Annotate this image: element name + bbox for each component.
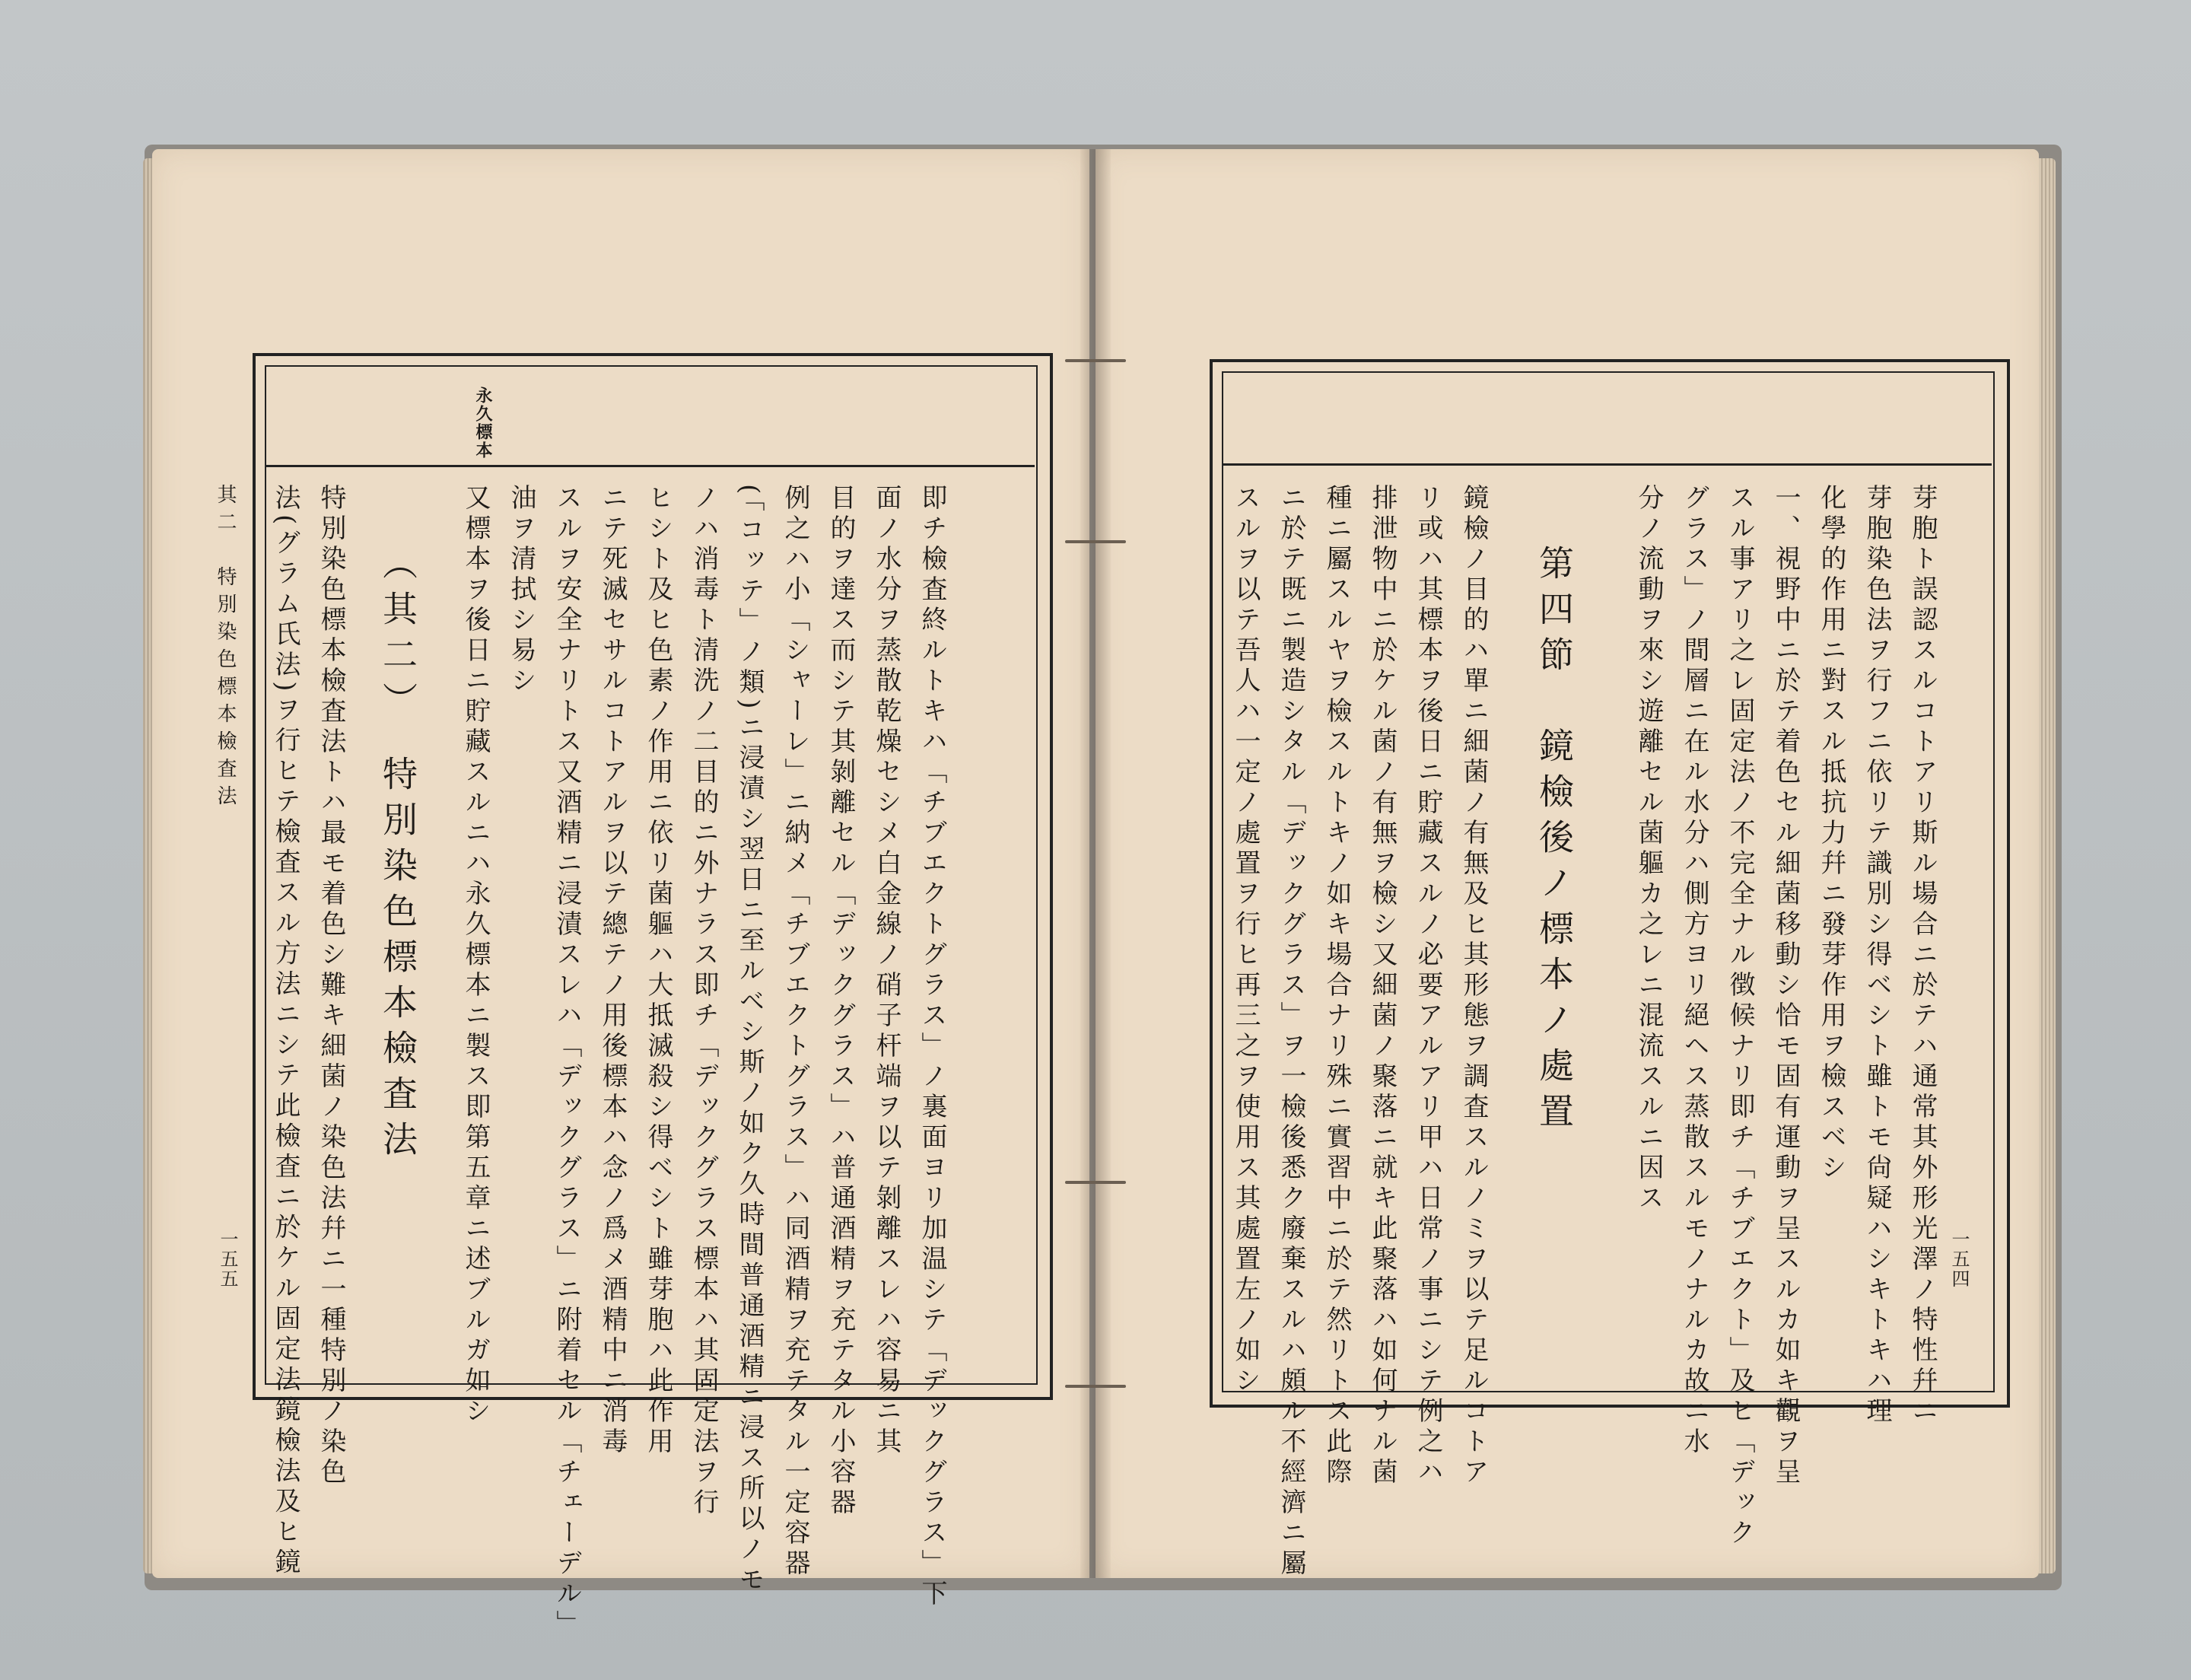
binding-stitch: [1065, 1385, 1126, 1388]
left-section-heading: （其二） 特別染色標本檢査法: [377, 545, 418, 1166]
right-section-heading: 第四節 鏡檢後ノ標本ノ處置: [1534, 545, 1575, 1138]
right-text-column: 分ノ流動ヲ來シ遊離セル菌軀カ之レニ混流スルニ因ス: [1633, 484, 1664, 1214]
left-text-column: (「コッテ」ノ類)ニ浸漬シ翌日ニ至ルベシ斯ノ如ク久時間普通酒精ニ浸ス所以ノモ: [734, 484, 765, 1596]
binding-stitch: [1065, 359, 1126, 362]
right-text-column: 種ニ屬スルヤヲ檢スルトキノ如キ場合ナリ殊ニ實習中ニ於テ然リトス此際: [1321, 484, 1352, 1488]
left-page: [152, 149, 1089, 1640]
right-text-column: 芽胞染色法ヲ行フニ依リテ識別シ得ベシト雖トモ尙疑ハシキトキハ理: [1862, 484, 1892, 1427]
right-text-column: スル事アリ之レ固定法ノ不完全ナル徴候ナリ即チ「チブエクト」及ヒ「デック: [1725, 484, 1755, 1549]
left-running-head: 其二 特別染色標本檢査法: [214, 484, 237, 813]
left-text-column: 面ノ水分ヲ蒸散乾燥セシメ白金線ノ硝子杆端ヲ以テ剝離スレハ容易ニ其: [871, 484, 902, 1458]
left-text-column: 油ヲ清拭シ易シ: [506, 484, 536, 697]
left-text-column: 例之ハ小「シャーレ」ニ納メ「チブエクトグラス」ハ同酒精ヲ充テタル一定容器: [780, 484, 810, 1580]
left-text-column: 法(グラム氏法)ヲ行ヒテ檢査スル方法ニシテ此檢査ニ於ケル固定法鏡檢法及ヒ鏡: [270, 484, 301, 1579]
left-text-column: スルヲ安全ナリトス又酒精ニ浸漬スレハ「デックグラス」ニ附着セル「チェーデル」: [552, 484, 582, 1640]
left-text-column: ニテ死滅セサルコトアルヲ以テ總テノ用後標本ハ念ノ爲メ酒精中ニ消毒: [597, 484, 628, 1458]
right-text-column: ニ於テ既ニ製造シタル「デックグラス」ヲ一檢後悉ク廢棄スルハ頗ル不經濟ニ屬: [1276, 484, 1306, 1580]
right-text-column: グラス」ノ間層ニ在ル水分ハ側方ヨリ絕ヘス蒸散スルモノナルカ故ニ水: [1679, 484, 1709, 1458]
left-text-column: 特別染色標本檢査法トハ最モ着色シ難キ細菌ノ染色法幷ニ一種特別ノ染色: [316, 484, 346, 1488]
right-text-column: 鏡檢ノ目的ハ單ニ細菌ノ有無及ヒ其形態ヲ調査スルノミヲ以テ足ルコトア: [1458, 484, 1489, 1488]
left-folio: 一五五: [217, 1230, 238, 1289]
left-text-column: 目的ヲ達ス而シテ其剝離セル「デックグラス」ハ普通酒精ヲ充テタル小容器: [825, 484, 856, 1519]
book-gutter: [1080, 149, 1111, 1578]
right-text-column: 排泄物中ニ於ケル菌ノ有無ヲ檢シ又細菌ノ聚落ニ就キ此聚落ハ如何ナル菌: [1367, 484, 1398, 1488]
right-text-column: 一、視野中ニ於テ着色セル細菌移動シ恰モ固有運動ヲ呈スルカ如キ觀ヲ呈: [1770, 484, 1801, 1488]
left-header-rule: [266, 465, 1035, 467]
right-text-column: 芽胞ト誤認スルコトアリ斯ル場合ニ於テハ通常其外形光澤ノ特性幷ニ: [1907, 484, 1938, 1427]
right-text-column: リ或ハ其標本ヲ後日ニ貯藏スルノ必要アルアリ甲ハ日常ノ事ニシテ例之ハ: [1413, 484, 1443, 1488]
right-folio: 一五四: [1948, 1230, 1970, 1289]
binding-stitch: [1065, 540, 1126, 543]
left-text-column: ヒシト及ヒ色素ノ作用ニ依リ菌軀ハ大抵滅殺シ得ベシト雖芽胞ハ此作用: [643, 484, 673, 1458]
right-header-rule: [1223, 463, 1992, 466]
left-text-column: 即チ檢査終ルトキハ「チブエクトグラス」ノ裏面ヨリ加温シテ「デックグラス」下: [917, 484, 947, 1610]
right-page: [1096, 149, 2039, 1578]
right-text-column: スルヲ以テ吾人ハ一定ノ處置ヲ行ヒ再三之ヲ使用ス其處置左ノ如シ: [1230, 484, 1261, 1397]
left-text-column: ノハ消毒ト清洗ノ二目的ニ外ナラス即チ「デックグラス標本ハ其固定法ヲ行: [688, 484, 719, 1519]
binding-stitch: [1065, 1181, 1126, 1184]
left-header-label: 永久標本: [473, 387, 493, 460]
page-edge-right: [2039, 158, 2056, 1573]
left-text-column: 又標本ヲ後日ニ貯藏スルニハ永久標本ニ製ス即第五章ニ述ブルガ如シ: [460, 484, 491, 1427]
right-text-column: 化學的作用ニ對スル抵抗力幷ニ發芽作用ヲ檢スベシ: [1816, 484, 1846, 1184]
